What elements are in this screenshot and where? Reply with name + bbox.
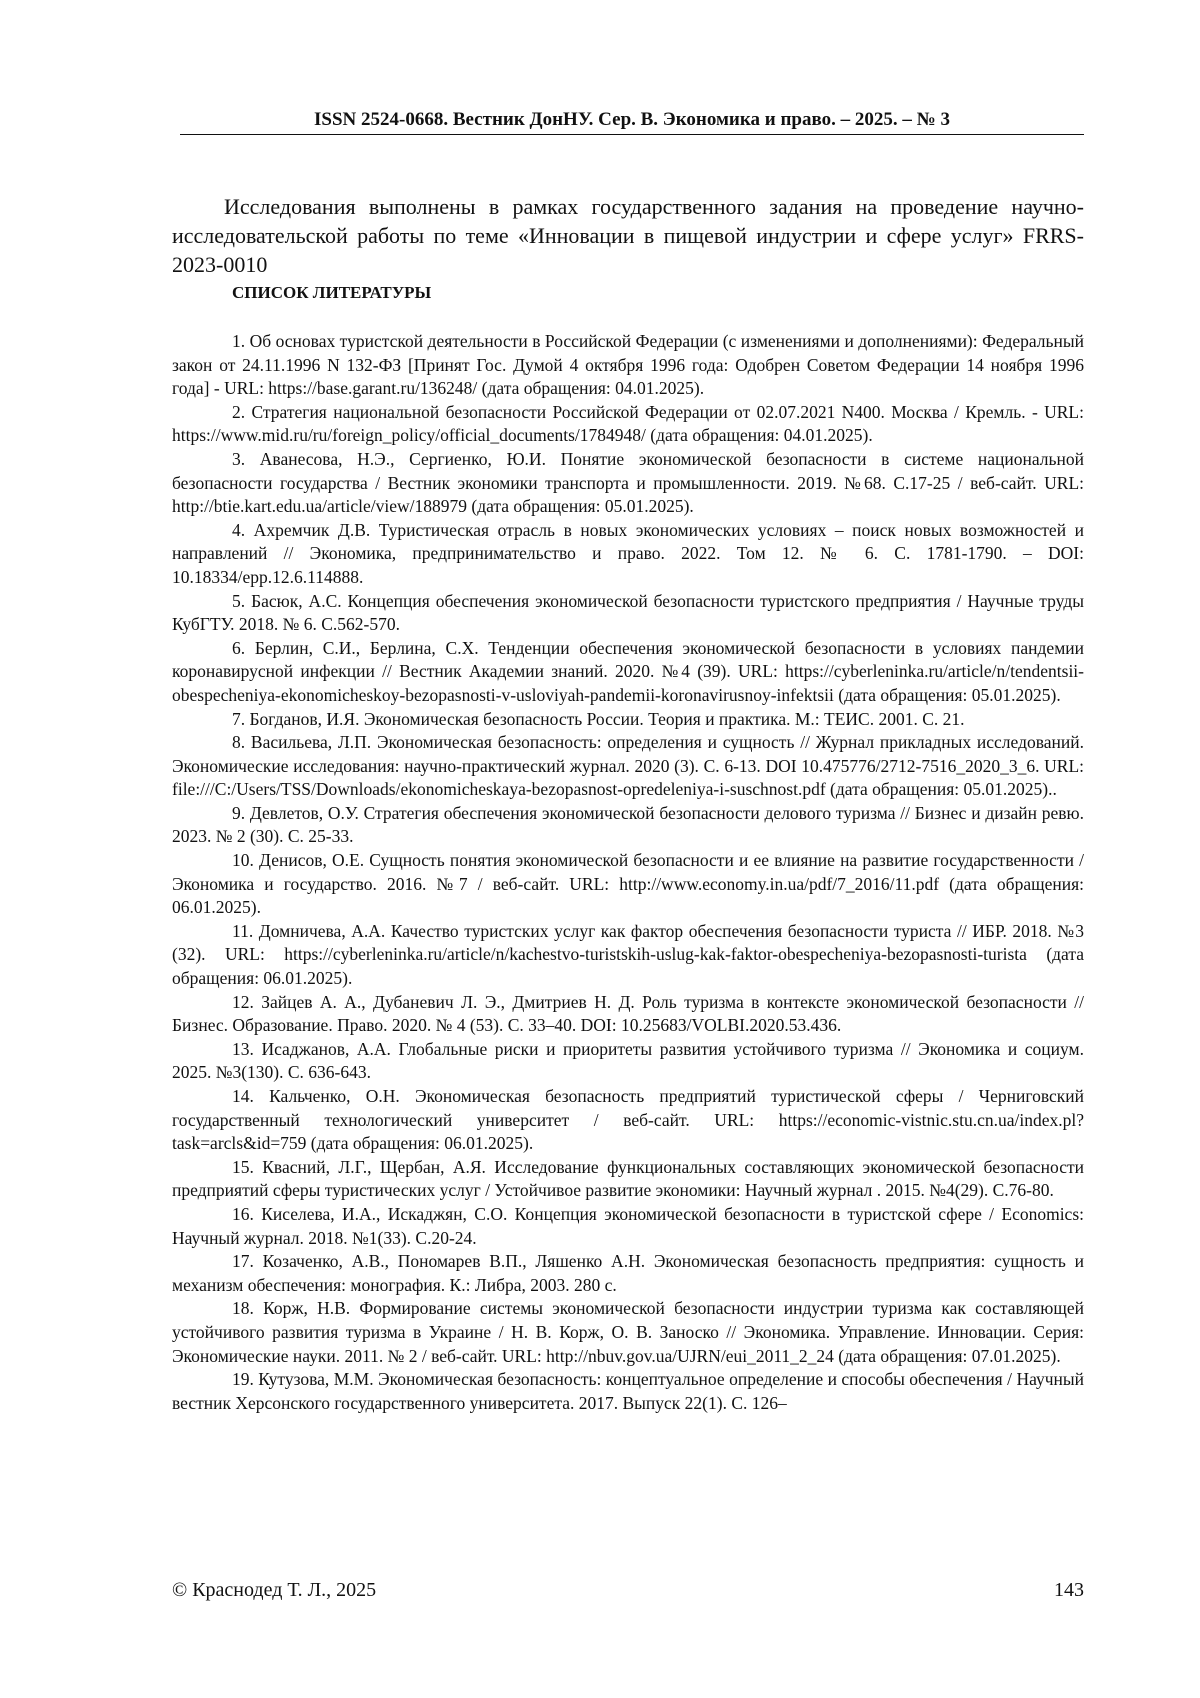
reference-item: 11. Домничева, А.А. Качество туристских услуг как фактор обеспечения безопасности туриста // ИБР. 2018. №3 (32). URL: https://cyberleninka.ru/article/n/kachestvo-turistskih-uslug-kak-faktor-obespecheniya-bezopasnosti-turista (дата обращения: 06.01.2025). [172, 920, 1084, 989]
reference-item: 3. Аванесова, Н.Э., Сергиенко, Ю.И. Понятие экономической безопасности в системе национальной безопасности государства / Вестник экономики транспорта и промышленности. 2019. №68. С.17-25 / веб-сайт. URL: http://btie.kart.edu.ua/article/view/188979 (дата обращения: 05.01.2025). [172, 448, 1084, 517]
reference-item: 9. Девлетов, О.У. Стратегия обеспечения экономической безопасности делового туризма // Бизнес и дизайн ревю. 2023. № 2 (30). С. 25-33. [172, 802, 1084, 847]
reference-item: 5. Басюк, А.С. Концепция обеспечения экономической безопасности туристского предприятия / Научные труды КубГТУ. 2018. № 6. С.562-570. [172, 590, 1084, 635]
page-number: 143 [1054, 1579, 1084, 1601]
reference-item: 4. Ахремчик Д.В. Туристическая отрасль в новых экономических условиях – поиск новых возможностей и направлений // Экономика, предпринимательство и право. 2022. Том 12. № 6. С. 1781-1790. – DOI: 10.18334/epp.12.6.114888. [172, 519, 1084, 587]
reference-item: 17. Козаченко, А.В., Пономарев В.П., Ляшенко А.Н. Экономическая безопасность предприятия: сущность и механизм обеспечения: монография. К.: Либра, 2003. 280 с. [172, 1251, 1084, 1295]
reference-item: 15. Квасний, Л.Г., Щербан, А.Я. Исследование функциональных составляющих экономической безопасности предприятий сферы туристических услуг / Устойчивое развитие экономики: Научный журнал . 2015. №4(29). С.76-80. [172, 1156, 1084, 1201]
reference-item: 12. Зайцев А. А., Дубаневич Л. Э., Дмитриев Н. Д. Роль туризма в контексте экономической безопасности // Бизнес. Образование. Право. 2020. № 4 (53). С. 33–40. DOI: 10.25683/VOLBI.2020.53.436. [172, 991, 1084, 1036]
reference-item: 1. Об основах туристской деятельности в Российской Федерации (с изменениями и дополнениями): Федеральный закон от 24.11.1996 N 132-ФЗ [Принят Гос. Думой 4 октября 1996 года: Одобрен Советом Федерации 14 ноября 1996 года] - URL: https://base.garant.ru/136248/ (дата обращения: 04.01.2025). [172, 331, 1084, 399]
reference-item: 6. Берлин, С.И., Берлина, С.Х. Тенденции обеспечения экономической безопасности в условиях пандемии коронавирусной инфекции // Вестник Академии знаний. 2020. №4 (39). URL: https://cyberleninka.ru/article/n/tendentsii-obespecheniya-ekonomicheskoy-bezopasnosti-v-usloviyah-pandemii-koronavirusnoy-infektsii (дата обращения: 05.01.2025). [172, 637, 1084, 705]
reference-item: 8. Васильева, Л.П. Экономическая безопасность: определения и сущность // Журнал прикладных исследований. Экономические исследования: научно-практический журнал. 2020 (3). С. 6-13. DOI 10.475776/2712-7516_2020_3_6. URL: file:///C:/Users/TSS/Downloads/ekonomicheskaya-bezopasnost-opredeleniya-i-suschnost.pdf (дата обращения: 05.01.2025).. [172, 732, 1084, 800]
reference-item: 10. Денисов, О.Е. Сущность понятия экономической безопасности и ее влияние на развитие государственности / Экономика и государство. 2016. №7 / веб-сайт. URL: http://www.economy.in.ua/pdf/7_2016/11.pdf (дата обращения: 06.01.2025). [172, 850, 1084, 918]
reference-item: 16. Киселева, И.А., Искаджян, С.О. Концепция экономической безопасности в туристской сфере / Economics: Научный журнал. 2018. №1(33). С.20-24. [172, 1203, 1084, 1248]
reference-item: 19. Кутузова, М.М. Экономическая безопасность: концептуальное определение и способы обеспечения / Научный вестник Херсонского государственного университета. 2017. Выпуск 22(1). С. 126– [172, 1369, 1084, 1413]
reference-list [172, 330, 1084, 1415]
header-divider [180, 134, 1084, 135]
reference-item: 18. Корж, Н.В. Формирование системы экономической безопасности индустрии туризма как составляющей устойчивого развития туризма в Украине / Н. В. Корж, О. В. Заноско // Экономика. Управление. Инновации. Серия: Экономические науки. 2011. № 2 / веб-сайт. URL: http://nbuv.gov.ua/UJRN/eui_2011_2_24 (дата обращения: 07.01.2025). [172, 1298, 1084, 1366]
reference-item: 14. Кальченко, О.Н. Экономическая безопасность предприятий туристической сферы / Черниговский государственный технологический университет / веб-сайт. URL: https://economic-vistnic.stu.cn.ua/index.pl?task=arcls&id=759 (дата обращения: 06.01.2025). [172, 1086, 1084, 1154]
reference-item: 13. Исаджанов, А.А. Глобальные риски и приоритеты развития устойчивого туризма // Экономика и социум. 2025. №3(130). С. 636-643. [172, 1038, 1084, 1083]
section-title: СПИСОК ЛИТЕРАТУРЫ [232, 283, 432, 302]
funding-note: Исследования выполнены в рамках государственного задания на проведение научно-исследовательской работы по теме «Инновации в пищевой индустрии и сфере услуг» FRRS-2023-0010 [172, 194, 1084, 277]
reference-item: 7. Богданов, И.Я. Экономическая безопасность России. Теория и практика. М.: ТЕИС. 2001. С. 21. [232, 708, 965, 729]
copyright-notice: © Краснодед Т. Л., 2025 [172, 1579, 377, 1601]
reference-item: 2. Стратегия национальной безопасности Российской Федерации от 02.07.2021 N400. Москва / Кремль. - URL: https://www.mid.ru/ru/foreign_policy/official_documents/1784948/ (дата обращения: 04.01.2025). [172, 401, 1084, 446]
journal-header: ISSN 2524-0668. Вестник ДонНУ. Сер. В. Экономика и право. – 2025. – № 3 [314, 109, 950, 130]
